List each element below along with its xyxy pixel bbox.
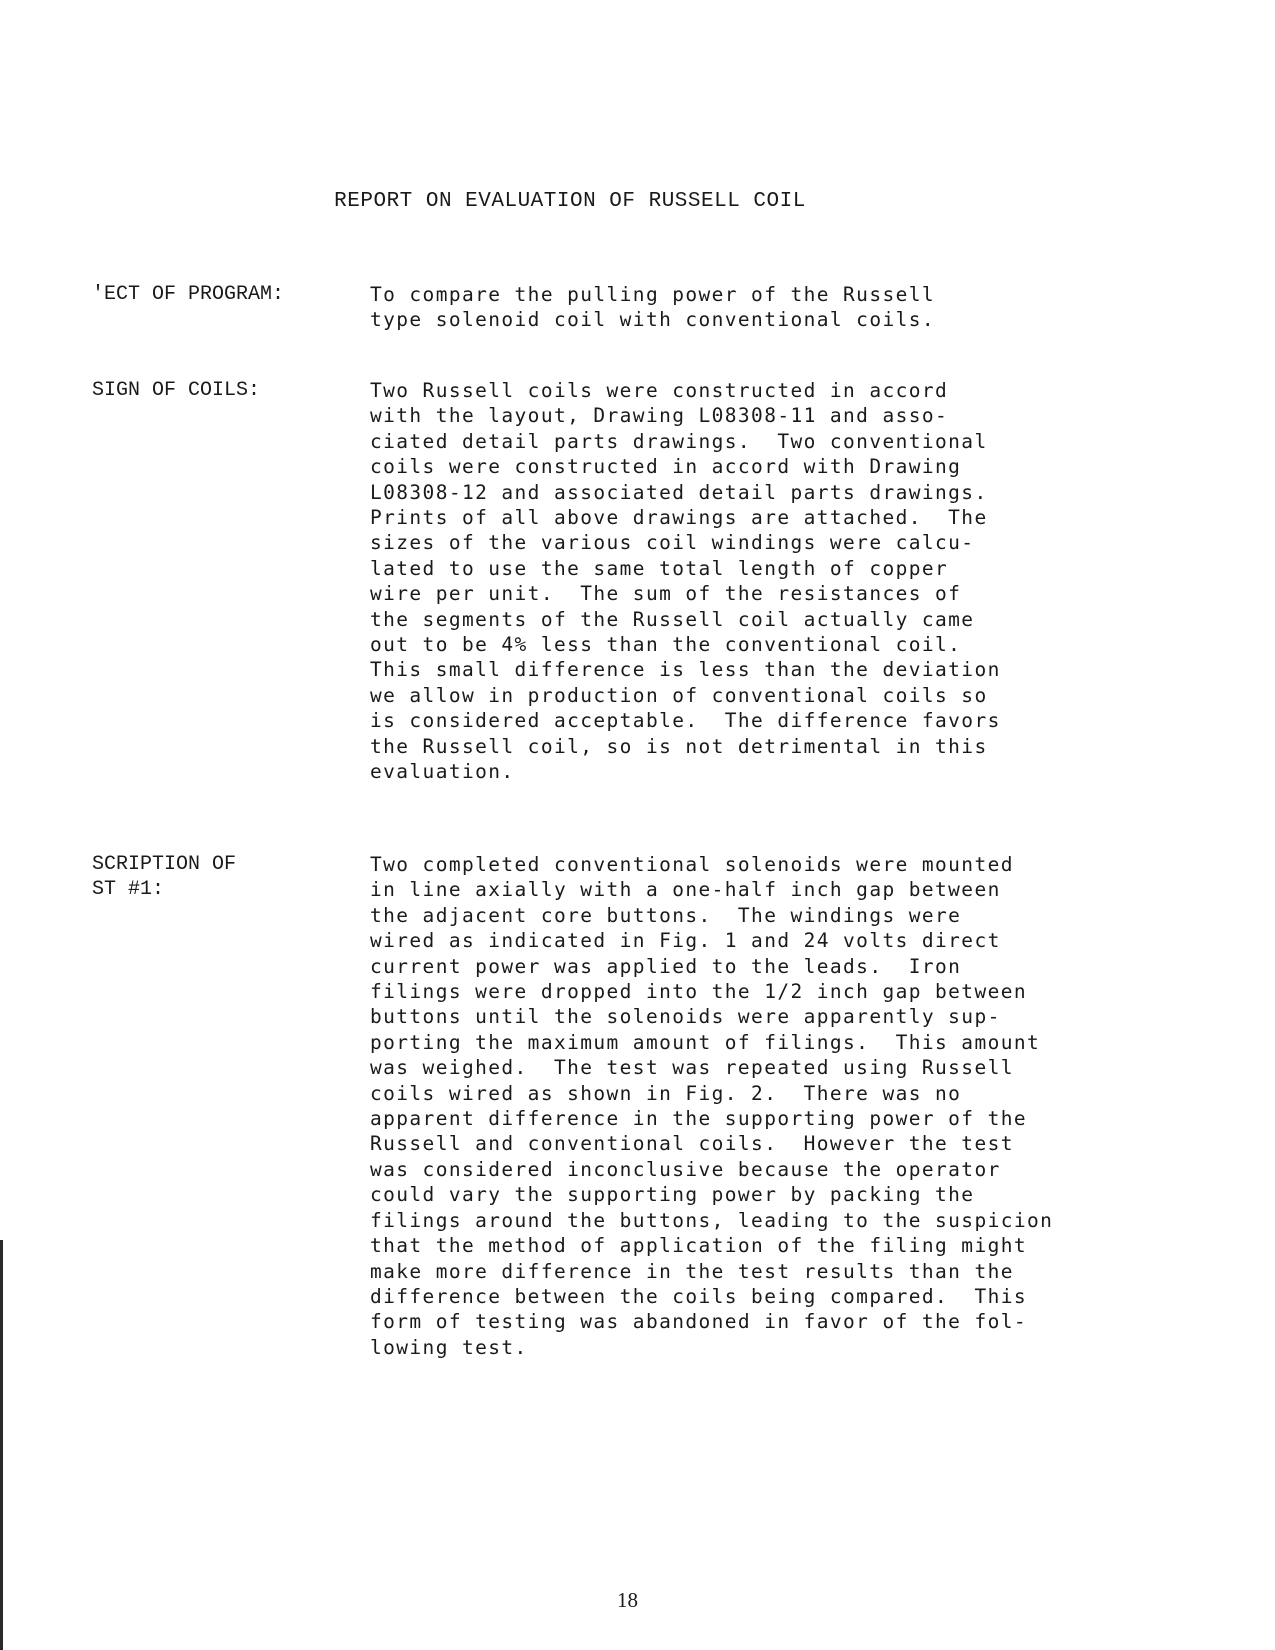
body-line: the Russell coil, so is not detrimental in this: [370, 734, 988, 758]
body-line: To compare the pulling power of the Russell: [370, 283, 936, 306]
body-line: was considered inconclusive because the operator: [370, 1157, 1001, 1181]
body-line: This small difference is less than the deviation: [370, 658, 1001, 682]
body-line: current power was applied to the leads. Iron: [370, 954, 962, 978]
body-line: type solenoid coil with conventional coils.: [370, 308, 936, 332]
page-number: 18: [617, 1588, 638, 1612]
body-line: Two completed conventional solenoids were mounted: [370, 853, 1014, 876]
body-line: that the method of application of the filing might: [370, 1234, 1027, 1258]
body-line: the adjacent core buttons. The windings were: [370, 903, 962, 927]
body-line: is considered acceptable. The difference favors: [370, 709, 1001, 733]
body-line: wire per unit. The sum of the resistances of: [370, 582, 962, 606]
body-line: with the layout, Drawing L08308-11 and asso-: [370, 404, 949, 428]
body-line: lated to use the same total length of copper: [370, 556, 949, 580]
body-line: lowing test.: [370, 1335, 528, 1359]
body-line: Two Russell coils were constructed in accord: [370, 379, 949, 402]
body-line: Prints of all above drawings are attached. The: [370, 506, 988, 530]
section-label: 'ECT OF PROGRAM:: [92, 283, 285, 306]
body-line: coils were constructed in accord with Drawing: [370, 455, 962, 479]
body-line: the segments of the Russell coil actually came: [370, 607, 975, 631]
section-body: [370, 282, 1250, 333]
body-line: porting the maximum amount of filings. This amount: [370, 1030, 1041, 1054]
section-label: SIGN OF COILS:: [92, 379, 261, 402]
report-title: REPORT ON EVALUATION OF RUSSELL COIL: [334, 190, 806, 213]
body-line: evaluation.: [370, 760, 515, 784]
body-line: sizes of the various coil windings were calcu-: [370, 531, 975, 555]
body-line: difference between the coils being compared. This: [370, 1284, 1027, 1308]
body-line: Russell and conventional coils. However the test: [370, 1132, 1014, 1156]
body-line: buttons until the solenoids were apparently sup-: [370, 1005, 1001, 1029]
body-line: out to be 4% less than the conventional coil.: [370, 633, 962, 657]
body-line: filings around the buttons, leading to the suspicion: [370, 1208, 1054, 1232]
body-line: we allow in production of conventional coils so: [370, 683, 988, 707]
body-line: L08308-12 and associated detail parts drawings.: [370, 480, 988, 504]
body-line: wired as indicated in Fig. 1 and 24 volts direct: [370, 929, 1001, 953]
body-line: filings were dropped into the 1/2 inch gap between: [370, 980, 1027, 1004]
section-label: SCRIPTION OF ST #1:: [92, 853, 237, 901]
body-line: could vary the supporting power by packing the: [370, 1183, 975, 1207]
section-body: [370, 852, 1250, 1360]
body-line: coils wired as shown in Fig. 2. There was no: [370, 1081, 962, 1105]
body-line: apparent difference in the supporting power of the: [370, 1107, 1027, 1131]
body-line: was weighed. The test was repeated using Russell: [370, 1056, 1014, 1080]
section-body: [370, 378, 1250, 785]
body-line: make more difference in the test results than the: [370, 1259, 1014, 1283]
body-line: form of testing was abandoned in favor of the fol-: [370, 1310, 1027, 1334]
body-line: in line axially with a one-half inch gap between: [370, 878, 1001, 902]
body-line: ciated detail parts drawings. Two conventional: [370, 429, 988, 453]
